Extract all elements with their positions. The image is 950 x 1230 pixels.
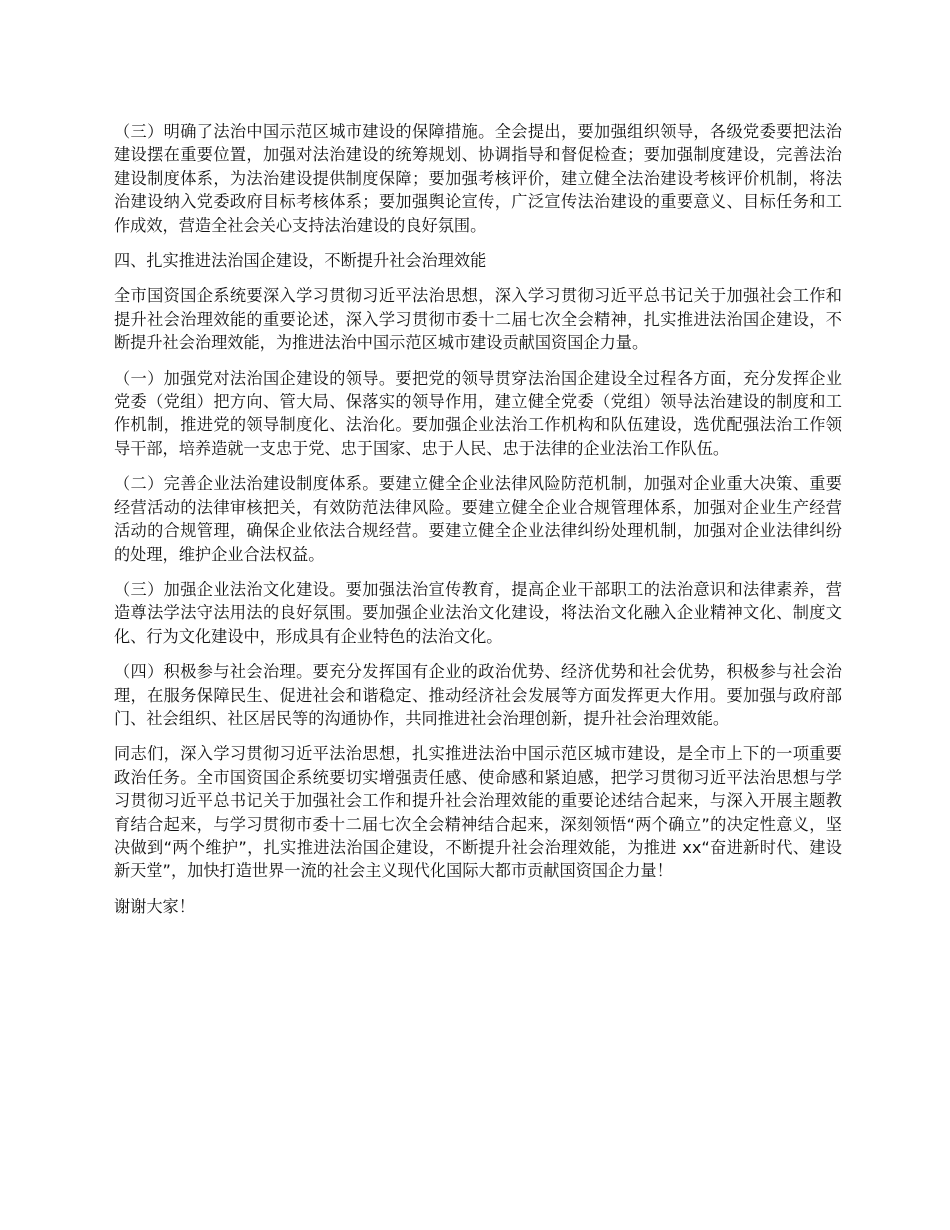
paragraph-social-governance: （四）积极参与社会治理。要充分发挥国有企业的政治优势、经济优势和社会优势，积极参与社会治理，在服务保障民生、促进社会和谐稳定、推动经济社会发展等方面发挥更大作用。要加强与政府部门、社会组织、社区居民等的沟通协作，共同推进社会治理创新，提升社会治理效能。 xyxy=(114,662,842,728)
paragraph-conclusion: 同志们，深入学习贯彻习近平法治思想，扎实推进法治中国示范区城市建设，是全市上下的一项重要政治任务。全市国资国企系统要切实增强责任感、使命感和紧迫感，把学习贯彻习近平法治思想与学习贯彻习近平总书记关于加强社会工作和提升社会治理效能的重要论述结合起来，与深入开展主题教育结合起来，与学习贯彻市委十二届七次全会精神结合起来，深刻领悟“两个确立”的决定性意义，坚决做到“两个维护”，扎实推进法治国企建设，不断提升社会治理效能，为推进 xx“奋进新时代、建设新天堂”，加快打造世界一流的社会主义现代化国际大都市贡献国资国企力量！ xyxy=(114,744,842,881)
paragraph-safeguard-measures: （三）明确了法治中国示范区城市建设的保障措施。全会提出，要加强组织领导，各级党委要把法治建设摆在重要位置，加强对法治建设的统筹规划、协调指导和督促检查；要加强制度建设，完善法治建设制度体系，为法治建设提供制度保障；要加强考核评价，建立健全法治建设考核评价机制，将法治建设纳入党委政府目标考核体系；要加强舆论宣传，广泛宣传法治建设的重要意义、目标任务和工作成效，营造全社会关心支持法治建设的良好氛围。 xyxy=(114,122,842,235)
paragraph-party-leadership: （一）加强党对法治国企建设的领导。要把党的领导贯穿法治国企建设全过程各方面，充分发挥企业党委（党组）把方向、管大局、保落实的领导作用，建立健全党委（党组）领导法治建设的制度和工作机制，推进党的领导制度化、法治化。要加强企业法治工作机构和队伍建设，选优配强法治工作领导干部，培养造就一支忠于党、忠于国家、忠于人民、忠于法律的企业法治工作队伍。 xyxy=(114,368,842,458)
paragraph-thanks: 谢谢大家！ xyxy=(114,896,195,916)
paragraph-system-building: （二）完善企业法治建设制度体系。要建立健全企业法律风险防范机制，加强对企业重大决策、重要经营活动的法律审核把关，有效防范法律风险。要建立健全企业合规管理体系，加强对企业生产经营活动的合规管理，确保企业依法合规经营。要建立健全企业法律纠纷处理机制，加强对企业法律纠纷的处理，维护企业合法权益。 xyxy=(114,474,842,564)
document-body xyxy=(114,120,842,930)
section-heading-four: 四、扎实推进法治国企建设，不断提升社会治理效能 xyxy=(114,251,487,271)
paragraph-section-four-intro: 全市国资国企系统要深入学习贯彻习近平法治思想，深入学习贯彻习近平总书记关于加强社会工作和提升社会治理效能的重要论述，深入学习贯彻市委十二届七次全会精神，扎实推进法治国企建设，不断提升社会治理效能，为推进法治中国示范区城市建设贡献国资国企力量。 xyxy=(114,286,842,353)
paragraph-legal-culture: （三）加强企业法治文化建设。要加强法治宣传教育，提高企业干部职工的法治意识和法律素养，营造尊法学法守法用法的良好氛围。要加强企业法治文化建设，将法治文化融入企业精神文化、制度文化、行为文化建设中，形成具有企业特色的法治文化。 xyxy=(114,579,842,646)
